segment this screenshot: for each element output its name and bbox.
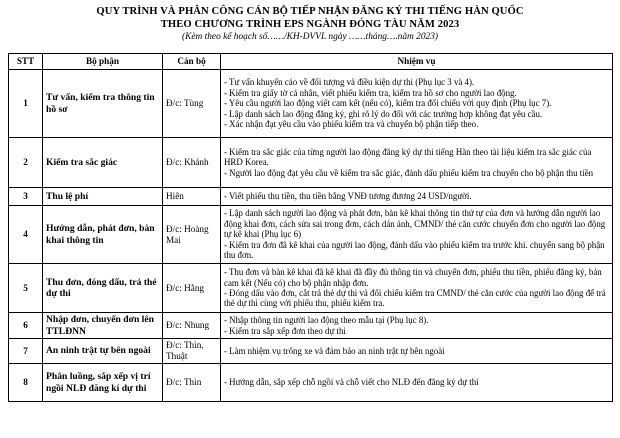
row-stt: 4 (9, 206, 43, 264)
row-tasks (221, 70, 613, 138)
row-tasks (221, 313, 613, 339)
row-department: Thu đơn, đóng dấu, trả thẻ dự thi (43, 264, 163, 313)
header-tasks: Nhiệm vụ (221, 54, 613, 70)
task-item: - Người lao động đạt yêu cầu về kiểm tra sắc giác, đánh dấu phiếu kiểm tra chuyển cho bộ phận thu tiền (224, 167, 594, 178)
row-tasks (221, 339, 613, 364)
task-item: - Lập danh sách người lao động và phát đơn, bàn kê khai thông tin thứ tự của đơn và hướng dẫn người lao động khai đơn, cách sửa sai trong đơn, cách dán ảnh, CMND/ thẻ căn cước chuyển đơn cho người lao động tự kê khai (Phụ lục 6) (224, 208, 606, 240)
table-row (9, 364, 613, 402)
row-department: Hướng dẫn, phát đơn, bàn khai thông tin (43, 206, 163, 264)
table-row (9, 70, 613, 138)
row-officer: Đ/c: Hoàng Mai (163, 206, 221, 264)
task-item: - Kiểm tra đơn đã kê khai của người lao động, đánh dấu vào phiếu kiểm tra trước khi. chuyển sang bộ phận thu đơn. (224, 239, 605, 261)
header-stt: STT (9, 54, 43, 70)
row-officer: Đ/c: Hằng (163, 264, 221, 313)
row-stt: 2 (9, 138, 43, 188)
row-stt: 6 (9, 313, 43, 339)
title-line-2: THEO CHƯƠNG TRÌNH EPS NGÀNH ĐÓNG TÀU NĂM 2023 (160, 18, 460, 30)
row-department: Thu lệ phí (43, 188, 163, 206)
table-header-row (9, 54, 613, 70)
row-officer: Đ/c: Tùng (163, 70, 221, 138)
row-department: An ninh trật tự bên ngoài (43, 339, 163, 364)
table-row (9, 206, 613, 264)
document-header (0, 0, 620, 43)
row-tasks (221, 206, 613, 264)
row-officer: Hiên (163, 188, 221, 206)
header-officer: Cán bộ (163, 54, 221, 70)
row-stt: 3 (9, 188, 43, 206)
row-officer: Đ/c: Khánh (163, 138, 221, 188)
row-officer: Đ/c: Thìn, Thuật (163, 339, 221, 364)
table-row (9, 138, 613, 188)
task-item: - Hướng dẫn, sắp xếp chỗ ngồi và chỗ viết cho NLĐ đến đăng ký dự thi (224, 377, 479, 388)
task-item: - Lập danh sách lao động đăng ký, ghi rõ lý do đối với các trường hợp không đạt yêu cầu. (224, 108, 543, 119)
task-item: - Xác nhận đạt yêu cầu vào phiếu kiểm tra và chuyển bộ phận tiếp theo. (224, 119, 479, 130)
task-item: - Thu đơn và bàn kê khai đã kê khai đã đầy đủ thông tin và chuyển đơn, phiếu thu tiền, phiếu đăng ký, bản cam kết (Nếu có) cho bộ phận nhập đơn. (224, 267, 602, 288)
task-item: - Kiểm tra sắp xếp đơn theo dự thi (224, 325, 346, 336)
assignment-table (8, 53, 613, 402)
row-stt: 7 (9, 339, 43, 364)
row-tasks (221, 264, 613, 313)
task-item: - Viết phiếu thu tiền, thu tiền bằng VNĐ tương đương 24 USD/người. (224, 191, 472, 202)
task-item: - Kiểm tra giấy tờ cá nhân, viết phiếu kiểm tra, kiểm tra hồ sơ cho người lao động. (224, 87, 517, 98)
task-item: - Kiểm tra sắc giác của từng người lao động đăng ký dự thi tiếng Hàn theo tài liệu kiểm tra sắc giác của HRD Korea. (224, 146, 592, 168)
title-line-1: QUY TRÌNH VÀ PHÂN CÔNG CÁN BỘ TIẾP NHẬN ĐĂNG KÝ THI TIẾNG HÀN QUỐC (96, 6, 524, 17)
task-item: - Yêu cầu người lao động viết cam kết (nếu có), kiểm tra đối chiếu với quy định (Phụ lục 7). (224, 98, 552, 109)
row-stt: 1 (9, 70, 43, 138)
table-row (9, 339, 613, 364)
row-tasks (221, 188, 613, 206)
row-department: Tư vấn, kiểm tra thông tin hồ sơ (43, 70, 163, 138)
subtitle: (Kèm theo kế hoạch số……/KH-DVVL ngày ……tháng….năm 2023) (181, 32, 439, 42)
row-department: Kiểm tra sắc giác (43, 138, 163, 188)
table-row (9, 188, 613, 206)
table-row (9, 264, 613, 313)
row-officer: Đ/c: Thìn (163, 364, 221, 402)
task-item: - Nhập thông tin người lao động theo mẫu tại (Phụ lục 8). (224, 315, 429, 326)
row-tasks (221, 138, 613, 188)
task-item: - Tư vấn khuyến cáo về đối tượng và điều kiện dự thi (Phụ lục 3 và 4). (224, 77, 475, 88)
row-tasks (221, 364, 613, 402)
table-row (9, 313, 613, 339)
row-officer: Đ/c: Nhung (163, 313, 221, 339)
header-department: Bộ phận (43, 54, 163, 70)
table-body (9, 70, 613, 402)
row-department: Phân luồng, sắp xếp vị trí ngồi NLĐ đăng kí dự thi (43, 364, 163, 402)
row-stt: 8 (9, 364, 43, 402)
row-department: Nhập đơn, chuyển đơn lên TTLĐNN (43, 313, 163, 339)
task-item: - Đóng dấu vào đơn, cắt trả thẻ dự thi và đối chiếu kiểm tra CMND/ thẻ căn cước của người lao động để trả thẻ dự thi cùng với phiếu thu, phiếu kiểm tra. (224, 288, 606, 309)
task-item: - Làm nhiệm vụ trông xe và đảm bảo an ninh trật tự bên ngoài (224, 345, 445, 356)
row-stt: 5 (9, 264, 43, 313)
